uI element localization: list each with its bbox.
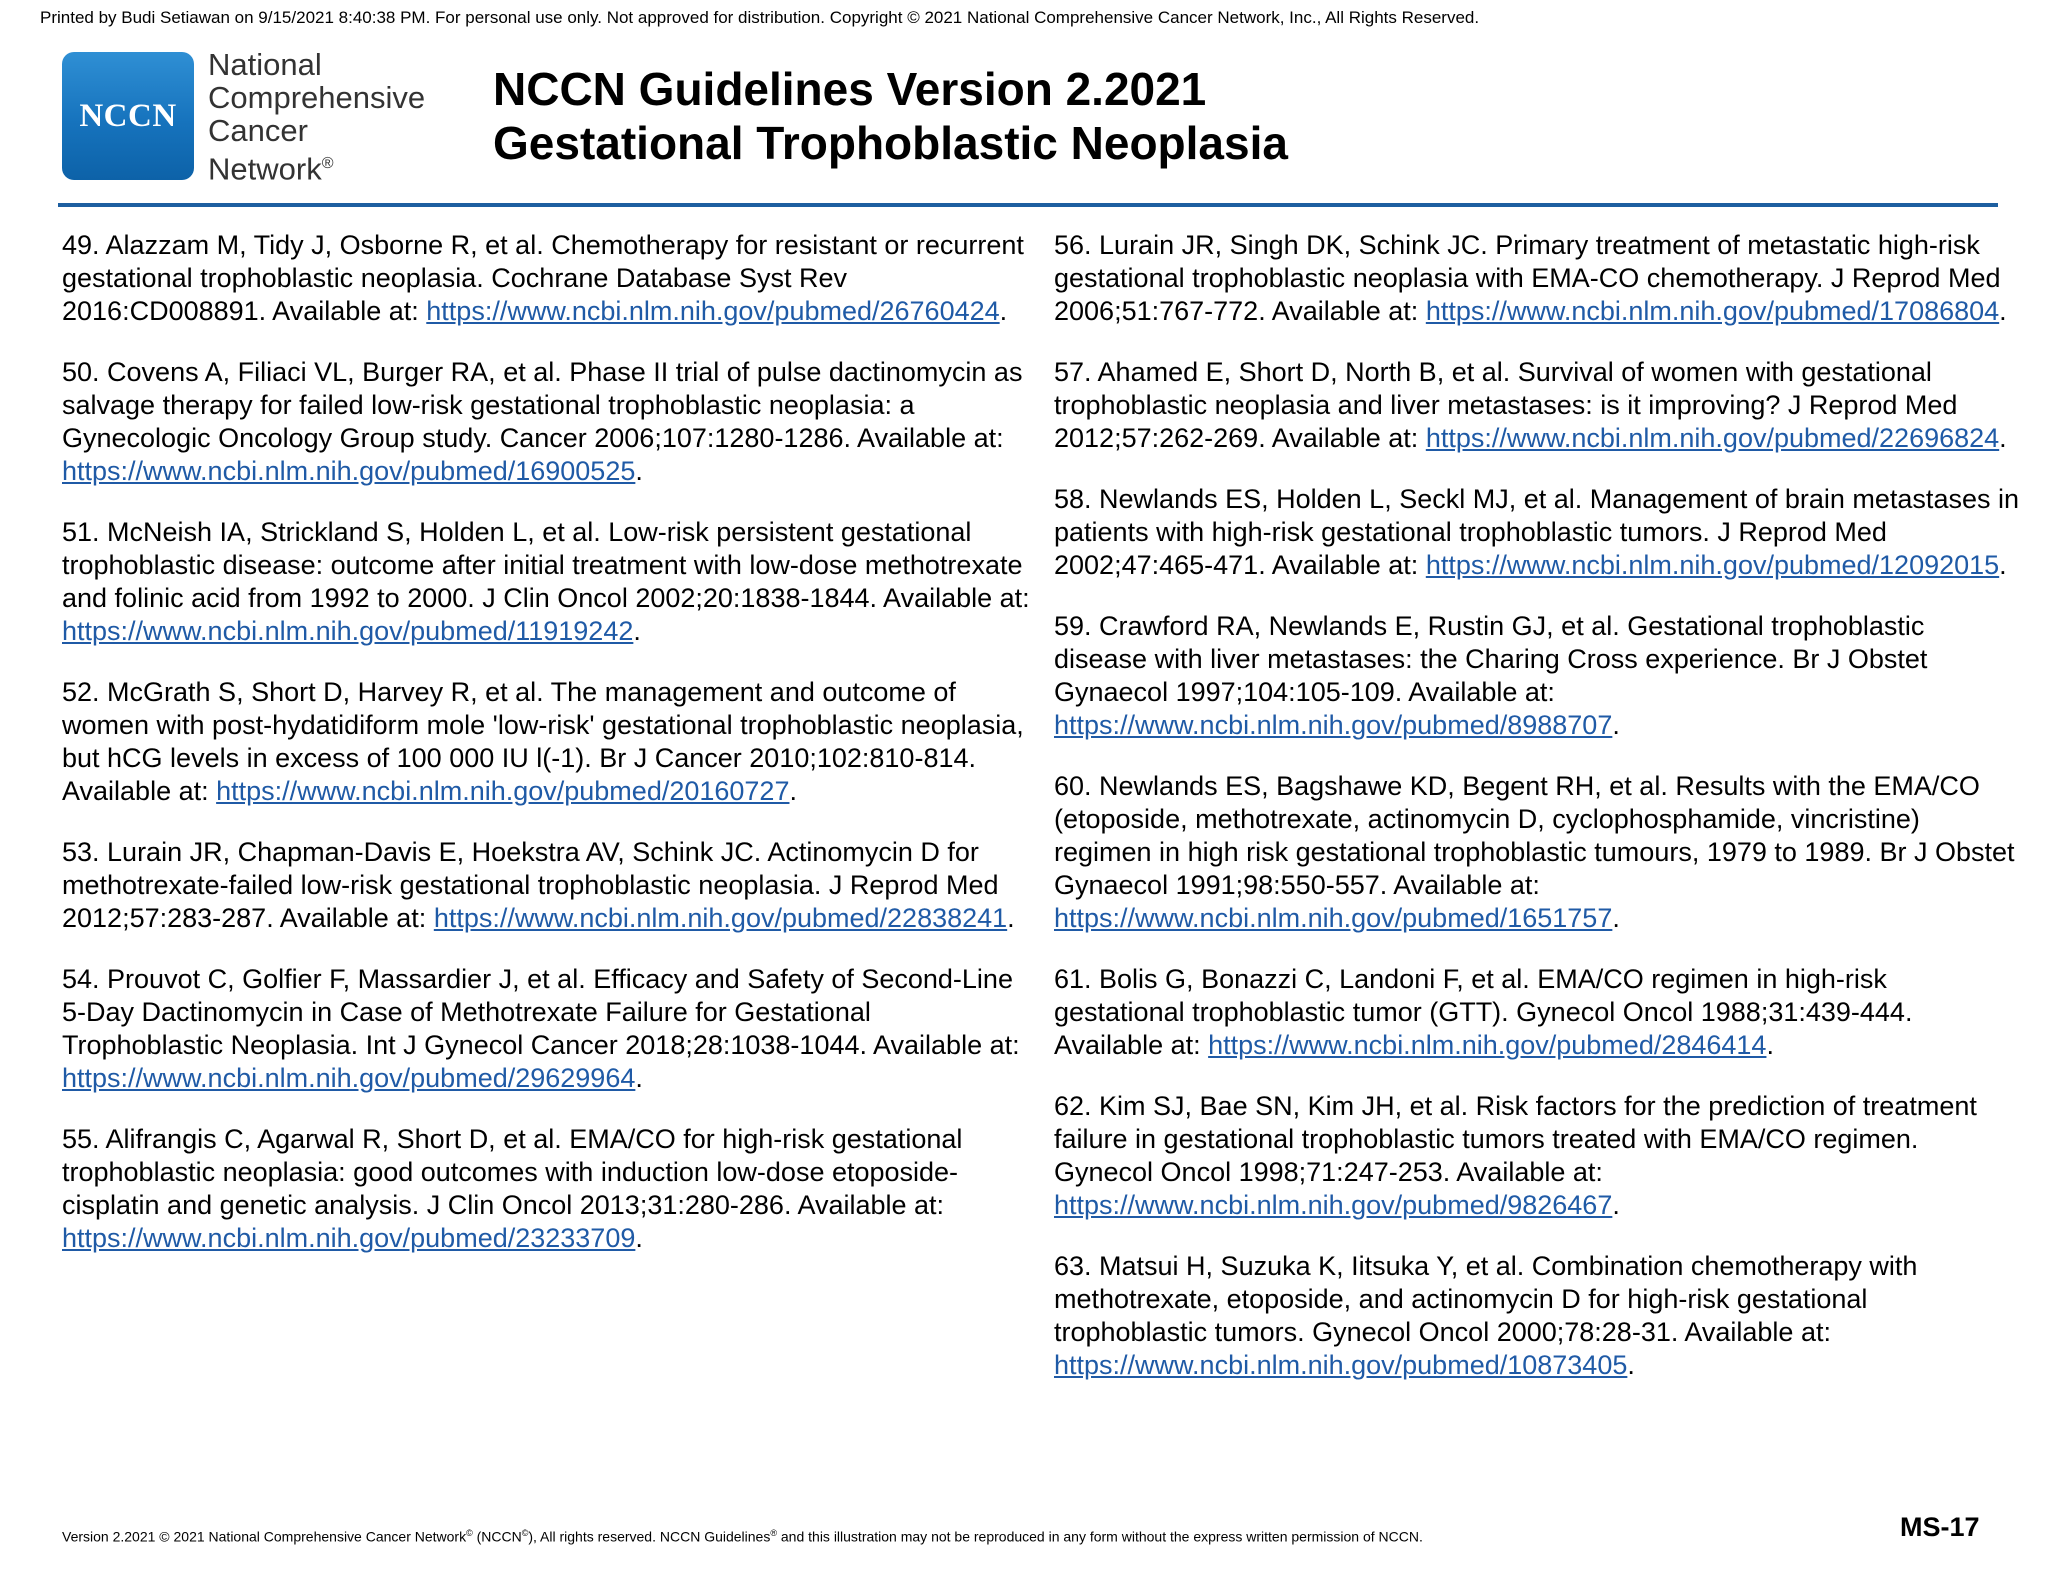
header-divider [58, 203, 1998, 207]
reference-text: 57. Ahamed E, Short D, North B, et al. Survival of women with gestational trophoblastic neoplasia and liver metastases: is it improving? J Reprod Med 2012;57:262-269. Available at: [1054, 357, 1958, 453]
reference-item: 55. Alifrangis C, Agarwal R, Short D, et al. EMA/CO for high-risk gestational trophoblastic neoplasia: good outcomes with induction low-dose etoposide-cisplatin and genetic analysis. J Clin Oncol 2013;31:280-286. Available at: https://www.ncbi.nlm.nih.gov/pubmed/23233709. [62, 1124, 963, 1253]
page-number: MS-17 [1900, 1512, 1980, 1542]
org-name-line: Cancer [208, 113, 308, 148]
reference-text: 53. Lurain JR, Chapman-Davis E, Hoekstra AV, Schink JC. Actinomycin D for methotrexate-failed low-risk gestational trophoblastic neoplasia. J Reprod Med 2012;57:283-287. Available at: [62, 837, 999, 933]
reference-item: 56. Lurain JR, Singh DK, Schink JC. Primary treatment of metastatic high-risk gestational trophoblastic neoplasia with EMA-CO chemotherapy. J Reprod Med 2006;51:767-772. Available at: https://www.ncbi.nlm.nih.gov/pubmed/17086804. [1054, 230, 2007, 326]
printed-notice: Printed by Budi Setiawan on 9/15/2021 8:40:38 PM. For personal use only. Not approved for distribution. Copyright © 2021 National Comprehensive Cancer Network, Inc., All Rights Reserved. [40, 8, 1480, 27]
reference-text: 59. Crawford RA, Newlands E, Rustin GJ, et al. Gestational trophoblastic disease with liver metastases: the Charing Cross experience. Br J Obstet Gynaecol 1997;104:105-109. Available at: [1054, 611, 1928, 707]
org-name-line: National [208, 47, 322, 82]
footer-copyright: Version 2.2021 © 2021 National Comprehensive Cancer Network© (NCCN©), All rights reserved. NCCN Guidelines® and this illustration may not be reproduced in any form without the express written permission of NCCN. [62, 1528, 1423, 1545]
reference-link[interactable]: https://www.ncbi.nlm.nih.gov/pubmed/26760424 [426, 296, 1000, 326]
title-line-1: NCCN Guidelines Version 2.2021 [493, 63, 1207, 115]
reference-item: 49. Alazzam M, Tidy J, Osborne R, et al. Chemotherapy for resistant or recurrent gestational trophoblastic neoplasia. Cochrane Database Syst Rev 2016:CD008891. Available at: https://www.ncbi.nlm.nih.gov/pubmed/26760424. [62, 230, 1024, 326]
reference-link[interactable]: https://www.ncbi.nlm.nih.gov/pubmed/1651757 [1054, 903, 1613, 933]
reference-link[interactable]: https://www.ncbi.nlm.nih.gov/pubmed/20160727 [216, 776, 790, 806]
references-right-column [1054, 229, 2024, 1410]
reference-link[interactable]: https://www.ncbi.nlm.nih.gov/pubmed/23233709 [62, 1223, 636, 1253]
references-left-column [62, 229, 1032, 1283]
reference-text: 58. Newlands ES, Holden L, Seckl MJ, et al. Management of brain metastases in patients with high-risk gestational trophoblastic tumors. J Reprod Med 2002;47:465-471. Available at: [1054, 484, 2019, 580]
reference-item: 60. Newlands ES, Bagshawe KD, Begent RH, et al. Results with the EMA/CO (etoposide, methotrexate, actinomycin D, cyclophosphamide, vincristine) regimen in high risk gestational trophoblastic tumours, 1979 to 1989. Br J Obstet Gynaecol 1991;98:550-557. Available at: https://www.ncbi.nlm.nih.gov/pubmed/1651757. [1054, 771, 2015, 933]
org-name [208, 48, 425, 185]
reference-link[interactable]: https://www.ncbi.nlm.nih.gov/pubmed/9826467 [1054, 1190, 1613, 1220]
reference-item: 50. Covens A, Filiaci VL, Burger RA, et al. Phase II trial of pulse dactinomycin as salvage therapy for failed low-risk gestational trophoblastic neoplasia: a Gynecologic Oncology Group study. Cancer 2006;107:1280-1286. Available at: https://www.ncbi.nlm.nih.gov/pubmed/16900525. [62, 357, 1023, 486]
org-name-line: Network® [208, 151, 334, 187]
reference-text: 52. McGrath S, Short D, Harvey R, et al. The management and outcome of women with post-hydatidiform mole 'low-risk' gestational trophoblastic neoplasia, but hCG levels in excess of 100 000 IU l(-1). Br J Cancer 2010;102:810-814. Available at: [62, 677, 1024, 806]
reference-item: 54. Prouvot C, Golfier F, Massardier J, et al. Efficacy and Safety of Second-Line 5-Day Dactinomycin in Case of Methotrexate Failure for Gestational Trophoblastic Neoplasia. Int J Gynecol Cancer 2018;28:1038-1044. Available at: https://www.ncbi.nlm.nih.gov/pubmed/29629964. [62, 964, 1020, 1093]
reference-item: 59. Crawford RA, Newlands E, Rustin GJ, et al. Gestational trophoblastic disease with liver metastases: the Charing Cross experience. Br J Obstet Gynaecol 1997;104:105-109. Available at: https://www.ncbi.nlm.nih.gov/pubmed/8988707. [1054, 611, 1928, 740]
logo-abbrev: NCCN [79, 97, 177, 134]
reference-item: 57. Ahamed E, Short D, North B, et al. Survival of women with gestational trophoblastic neoplasia and liver metastases: is it improving? J Reprod Med 2012;57:262-269. Available at: https://www.ncbi.nlm.nih.gov/pubmed/22696824. [1054, 357, 2007, 453]
reference-text: 63. Matsui H, Suzuka K, Iitsuka Y, et al. Combination chemotherapy with methotrexate, etoposide, and actinomycin D for high-risk gestational trophoblastic tumors. Gynecol Oncol 2000;78:28-31. Available at: [1054, 1251, 1918, 1347]
reference-link[interactable]: https://www.ncbi.nlm.nih.gov/pubmed/22696824 [1425, 423, 2000, 453]
reference-item: 62. Kim SJ, Bae SN, Kim JH, et al. Risk factors for the prediction of treatment failure in gestational trophoblastic tumors treated with EMA/CO regimen. Gynecol Oncol 1998;71:247-253. Available at: https://www.ncbi.nlm.nih.gov/pubmed/9826467. [1054, 1091, 1977, 1220]
reference-link[interactable]: https://www.ncbi.nlm.nih.gov/pubmed/16900525 [62, 456, 636, 486]
reference-link[interactable]: https://www.ncbi.nlm.nih.gov/pubmed/12092015 [1425, 550, 2000, 580]
reference-link[interactable]: https://www.ncbi.nlm.nih.gov/pubmed/22838241 [433, 903, 1008, 933]
reference-link[interactable]: https://www.ncbi.nlm.nih.gov/pubmed/11919242 [62, 616, 634, 646]
reference-text: 51. McNeish IA, Strickland S, Holden L, et al. Low-risk persistent gestational trophoblastic disease: outcome after initial treatment with low-dose methotrexate and folinic acid from 1992 to 2000. J Clin Oncol 2002;20:1838-1844. Available at: [62, 517, 1030, 613]
nccn-logo [62, 52, 194, 180]
reference-item: 52. McGrath S, Short D, Harvey R, et al. The management and outcome of women with post-hydatidiform mole 'low-risk' gestational trophoblastic neoplasia, but hCG levels in excess of 100 000 IU l(-1). Br J Cancer 2010;102:810-814. Available at: https://www.ncbi.nlm.nih.gov/pubmed/20160727. [62, 677, 1024, 806]
reference-link[interactable]: https://www.ncbi.nlm.nih.gov/pubmed/17086804 [1425, 296, 2000, 326]
reference-item: 51. McNeish IA, Strickland S, Holden L, et al. Low-risk persistent gestational trophoblastic disease: outcome after initial treatment with low-dose methotrexate and folinic acid from 1992 to 2000. J Clin Oncol 2002;20:1838-1844. Available at: https://www.ncbi.nlm.nih.gov/pubmed/11919242. [62, 517, 1030, 646]
reference-item: 53. Lurain JR, Chapman-Davis E, Hoekstra AV, Schink JC. Actinomycin D for methotrexate-failed low-risk gestational trophoblastic neoplasia. J Reprod Med 2012;57:283-287. Available at: https://www.ncbi.nlm.nih.gov/pubmed/22838241. [62, 837, 1015, 933]
reference-text: 55. Alifrangis C, Agarwal R, Short D, et al. EMA/CO for high-risk gestational trophoblastic neoplasia: good outcomes with induction low-dose etoposide-cisplatin and genetic analysis. J Clin Oncol 2013;31:280-286. Available at: [62, 1124, 963, 1220]
registered-mark: ® [321, 155, 334, 172]
reference-link[interactable]: https://www.ncbi.nlm.nih.gov/pubmed/10873405 [1054, 1350, 1628, 1380]
reference-text: 50. Covens A, Filiaci VL, Burger RA, et al. Phase II trial of pulse dactinomycin as salvage therapy for failed low-risk gestational trophoblastic neoplasia: a Gynecologic Oncology Group study. Cancer 2006;107:1280-1286. Available at: [62, 357, 1023, 453]
reference-item: 61. Bolis G, Bonazzi C, Landoni F, et al. EMA/CO regimen in high-risk gestational trophoblastic tumor (GTT). Gynecol Oncol 1988;31:439-444. Available at: https://www.ncbi.nlm.nih.gov/pubmed/2846414. [1054, 964, 1913, 1060]
reference-text: 61. Bolis G, Bonazzi C, Landoni F, et al. EMA/CO regimen in high-risk gestational trophoblastic tumor (GTT). Gynecol Oncol 1988;31:439-444. Available at: [1054, 964, 1913, 1060]
reference-text: 62. Kim SJ, Bae SN, Kim JH, et al. Risk factors for the prediction of treatment failure in gestational trophoblastic tumors treated with EMA/CO regimen. Gynecol Oncol 1998;71:247-253. Available at: [1054, 1091, 1977, 1187]
reference-link[interactable]: https://www.ncbi.nlm.nih.gov/pubmed/2846414 [1208, 1030, 1767, 1060]
reference-text: 49. Alazzam M, Tidy J, Osborne R, et al. Chemotherapy for resistant or recurrent gestational trophoblastic neoplasia. Cochrane Database Syst Rev 2016:CD008891. Available at: [62, 230, 1024, 326]
reference-text: 56. Lurain JR, Singh DK, Schink JC. Primary treatment of metastatic high-risk gestational trophoblastic neoplasia with EMA-CO chemotherapy. J Reprod Med 2006;51:767-772. Available at: [1054, 230, 2001, 326]
page-title [493, 62, 1288, 170]
reference-item: 63. Matsui H, Suzuka K, Iitsuka Y, et al. Combination chemotherapy with methotrexate, etoposide, and actinomycin D for high-risk gestational trophoblastic tumors. Gynecol Oncol 2000;78:28-31. Available at: https://www.ncbi.nlm.nih.gov/pubmed/10873405. [1054, 1251, 1918, 1380]
org-name-line: Comprehensive [208, 80, 426, 115]
reference-link[interactable]: https://www.ncbi.nlm.nih.gov/pubmed/8988707 [1054, 710, 1613, 740]
title-line-2: Gestational Trophoblastic Neoplasia [493, 117, 1288, 169]
reference-item: 58. Newlands ES, Holden L, Seckl MJ, et al. Management of brain metastases in patients with high-risk gestational trophoblastic tumors. J Reprod Med 2002;47:465-471. Available at: https://www.ncbi.nlm.nih.gov/pubmed/12092015. [1054, 484, 2019, 580]
reference-text: 54. Prouvot C, Golfier F, Massardier J, et al. Efficacy and Safety of Second-Line 5-Day Dactinomycin in Case of Methotrexate Failure for Gestational Trophoblastic Neoplasia. Int J Gynecol Cancer 2018;28:1038-1044. Available at: [62, 964, 1020, 1060]
reference-link[interactable]: https://www.ncbi.nlm.nih.gov/pubmed/29629964 [62, 1063, 636, 1093]
reference-text: 60. Newlands ES, Bagshawe KD, Begent RH, et al. Results with the EMA/CO (etoposide, methotrexate, actinomycin D, cyclophosphamide, vincristine) regimen in high risk gestational trophoblastic tumours, 1979 to 1989. Br J Obstet Gynaecol 1991;98:550-557. Available at: [1054, 771, 2015, 900]
